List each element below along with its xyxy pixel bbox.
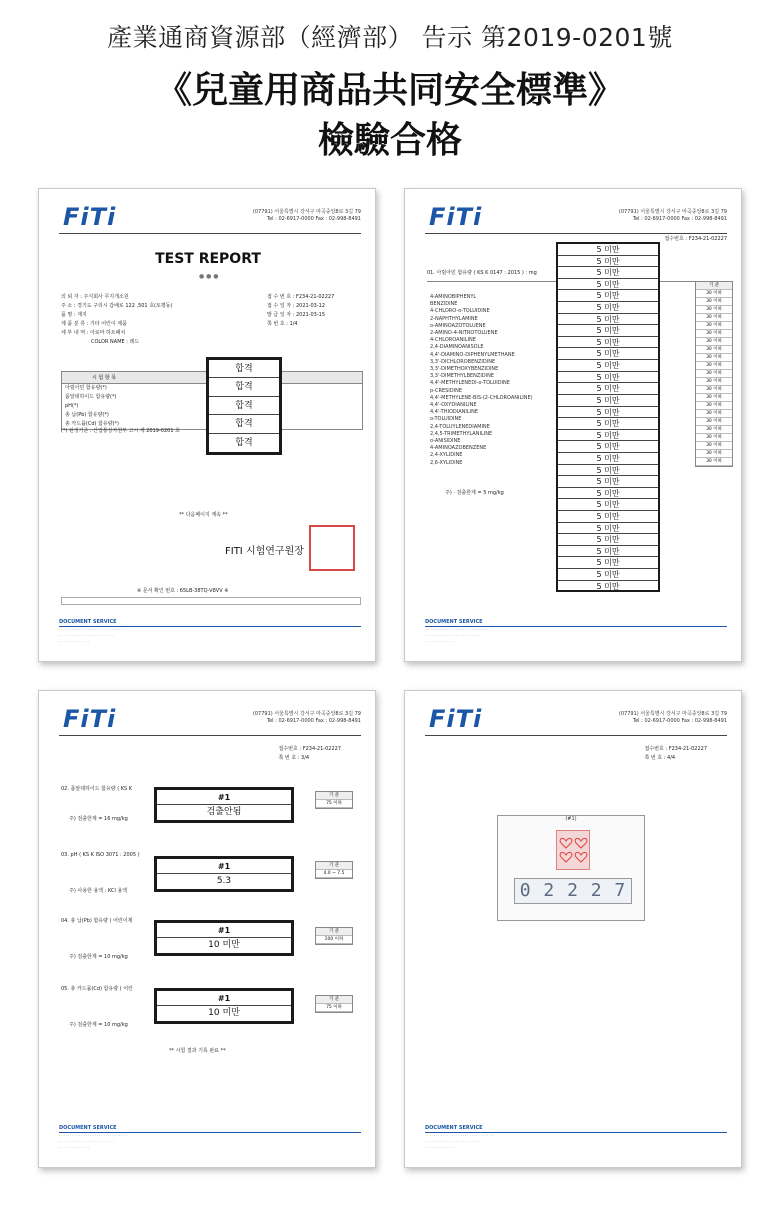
lab-address: (07791) 서울특별시 강서구 마곡중앙8로 3길 79 Tel : 02-6917-0000 Fax : 02-998-8491 <box>252 711 361 724</box>
pass-result: 합격 <box>209 397 279 415</box>
result-value: 5 미만 <box>558 418 658 430</box>
chemical-name: 4-CHLORO-o-TOLUIDINE <box>430 308 490 315</box>
formaldehyde-note: 주) 검출한계 = 16 mg/kg <box>69 816 128 822</box>
fiti-logo: FiTi <box>429 705 483 733</box>
chemical-name: o-AMINOAZOTOLUENE <box>430 322 486 329</box>
chemical-name: 2-NAPHTHYLAMINE <box>430 315 478 322</box>
cadmium-value: 10 미만 <box>208 1008 240 1018</box>
standard-limit: 30 이하 <box>696 450 732 458</box>
standard-limit: 30 이하 <box>696 362 732 370</box>
header-pass-label: 檢驗合格 <box>317 120 462 161</box>
result-value: 5 미만 <box>558 523 658 535</box>
institute-signature: FITI 시험연구원장 <box>225 546 304 557</box>
pass-result: 합격 <box>209 415 279 433</box>
standard-limit: 30 이하 <box>696 330 732 338</box>
chemical-name: 4-AMINOBIPHENYL <box>430 294 477 300</box>
fiti-logo: FiTi <box>63 203 117 231</box>
report-client-block <box>61 293 172 347</box>
basis-note: (*) 판정기준 : 산업통상자원부 고시 제 2019-0201 호 <box>61 428 180 434</box>
result-value: 5 미만 <box>558 569 658 581</box>
chemical-name: 4,4'-THIODIANILINE <box>430 409 479 416</box>
result-value: 5 미만 <box>558 267 658 279</box>
result-value: 5 미만 <box>558 499 658 511</box>
standard-header: 기 준 <box>316 862 352 870</box>
separator <box>59 735 361 736</box>
pass-result: 합격 <box>209 378 279 396</box>
standard-header: 기 준 <box>316 996 352 1004</box>
chemical-name: 2,4-DIAMINOANISOLE <box>430 344 484 351</box>
chemical-name: p-CRESIDINE <box>430 387 462 394</box>
document-service-label: DOCUMENT SERVICE <box>425 619 727 627</box>
standard-limit: 30 이하 <box>696 386 732 394</box>
standard-limit: 30 이하 <box>696 306 732 314</box>
lead-title: 04. 총 납(Pb) 함유량 ( 어린이제 <box>61 918 133 924</box>
standard-limit: 100 이하 <box>316 936 352 944</box>
formaldehyde-result-box <box>154 787 294 823</box>
lead-value: 10 미만 <box>208 940 240 950</box>
standard-limit: 30 이하 <box>696 442 732 450</box>
sample-header: #1 <box>157 991 291 1006</box>
receipt-no: 접 수 번 호 : F234-21-02227 <box>267 294 335 300</box>
standard-limit: 30 이하 <box>696 402 732 410</box>
arylamine-section-title: 01. 아릴아민 함유량 ( KS K 0147 : 2015 ) : mg <box>427 270 537 276</box>
chemical-name: BENZIDINE <box>430 301 458 308</box>
report-page-4 <box>404 690 742 1168</box>
result-value: 5 미만 <box>558 441 658 453</box>
chemical-name: 2,4-XYLIDINE <box>430 452 463 459</box>
chemical-name: 4,4'-METHYLENEDI-o-TOLUIDINE <box>430 380 510 387</box>
report-receipt-block <box>267 293 334 329</box>
result-value: 5 미만 <box>558 256 658 268</box>
standard-header: 기 준 <box>316 928 352 936</box>
chemical-name: 2-AMINO-4-NITROTOLUENE <box>430 330 498 337</box>
sample-label: (#1) <box>565 816 577 822</box>
receipt-block <box>279 745 341 763</box>
item-line: 품 명 : 재지 <box>61 312 87 318</box>
formaldehyde-value: 검출안됨 <box>206 807 242 817</box>
issue-date: 발 급 일 자 : 2021-03-15 <box>267 312 326 318</box>
result-value: 5 미만 <box>558 511 658 523</box>
result-value: 5 미만 <box>558 325 658 337</box>
standard-limit: 30 이하 <box>696 322 732 330</box>
result-value: 5 미만 <box>558 383 658 395</box>
end-note: ** 시험 결과 기록 완료 ** <box>169 1048 226 1054</box>
lab-address: (07791) 서울특별시 강서구 마곡중앙8로 3길 79 Tel : 02-6917-0000 Fax : 02-998-8491 <box>618 711 727 724</box>
result-value: 5 미만 <box>558 314 658 326</box>
result-value: 5 미만 <box>558 465 658 477</box>
receipt-no: 접수번호 : F234-21-02227 <box>278 746 341 752</box>
page-number: 쪽 번 호 : 3/4 <box>278 755 310 761</box>
chemical-name: 4,4'-OXYDIANILINE <box>430 402 477 409</box>
detail-line: 세 부 내 역 : 아로마 하트패치 <box>61 330 126 336</box>
chemical-name: 2,4-TOLUYLENEDIAMINE <box>430 423 490 430</box>
separator <box>425 735 727 736</box>
standard-header: 기 준 <box>696 282 732 290</box>
lead-note: 주) 검출한계 = 10 mg/kg <box>69 954 128 960</box>
standard-limit: 30 이하 <box>696 426 732 434</box>
standard-limit: 30 이하 <box>696 410 732 418</box>
receipt-date: 접 수 일 자 : 2021-03-12 <box>267 303 326 309</box>
chemical-name: 2,6-XYLIDINE <box>430 459 463 466</box>
standard-limit: 30 이하 <box>696 298 732 306</box>
test-item: 아릴아민 함유량(*) <box>65 385 107 391</box>
receipt-no: 접수번호 : F234-21-02227 <box>664 236 727 242</box>
standard-limit: 30 이하 <box>696 314 732 322</box>
pass-result: 합격 <box>209 360 279 378</box>
footer-fine-print: · · · · · · · · · · · · · · · · · · · · · · · · · · · · · · · · · · · · · · · · · · · · · · · · · · · · · · · · · · · · · · · · · · · · · · <box>425 628 493 644</box>
result-value: 5 미만 <box>558 430 658 442</box>
standard-limit: 30 이하 <box>696 434 732 442</box>
document-service-label: DOCUMENT SERVICE <box>425 1125 727 1133</box>
result-value: 5 미만 <box>558 279 658 291</box>
standard-limit: 30 이하 <box>696 378 732 386</box>
fiti-logo: FiTi <box>63 705 117 733</box>
lead-standard <box>315 927 353 945</box>
chemical-name: o-TOLUIDINE <box>430 416 462 423</box>
pass-result: 합격 <box>235 437 253 448</box>
model-line: 제 품 분 류 : 기타 어린이 제품 <box>61 321 127 327</box>
ph-value: 5.3 <box>216 876 232 886</box>
separator <box>425 233 727 234</box>
client-line: 의 뢰 자 : 주식회사 무지개소원 <box>61 294 129 300</box>
continued-note: ** 다음페이지 계속 ** <box>179 512 228 518</box>
pass-results-box <box>206 357 282 455</box>
result-value: 5 미만 <box>558 348 658 360</box>
sample-code: 0 2 2 2 7 <box>514 878 632 904</box>
sample-header: #1 <box>157 790 291 805</box>
header-notice: 產業通商資源部（經濟部） 告示 第2019-0201號 <box>107 23 673 52</box>
receipt-no: 접수번호 : F234-21-02227 <box>644 746 707 752</box>
standard-limit: 75 이하 <box>316 1004 352 1012</box>
ph-result-box <box>154 856 294 892</box>
detection-limit-note: 주) · 검출한계 = 5 mg/kg <box>445 490 504 496</box>
result-value: 5 미만 <box>558 360 658 372</box>
chemical-name: 4-AMINOAZOBENZENE <box>430 445 487 452</box>
result-value: 5 미만 <box>558 453 658 465</box>
result-value: 5 미만 <box>558 244 658 256</box>
sample-header: #1 <box>157 859 291 874</box>
separator <box>59 233 361 234</box>
footer-fine-print: · · · · · · · · · · · · · · · · · · · · · · · · · · · · · · · · · · · · · · · · · · · · · · · · · · · · · · · · · · · · · · · · · · · · · · <box>59 1134 127 1150</box>
result-value: 5 미만 <box>558 302 658 314</box>
lab-address: (07791) 서울특별시 강서구 마곡중앙8로 3길 79 Tel : 02-6917-0000 Fax : 02-998-8491 <box>618 209 727 222</box>
standard-limit: 30 이하 <box>696 458 732 466</box>
header-standard-title: 《兒童用商品共同安全標準》 <box>155 70 624 111</box>
ph-note: 주) 사용한 용액 : KCl 용액 <box>69 888 128 894</box>
chemical-name: 3,3'-DIMETHOXYBENZIDINE <box>430 366 499 373</box>
cadmium-title: 05. 총 카드뮴(Cd) 함유량 ( 어린 <box>61 986 133 992</box>
standard-header: 기 준 <box>316 792 352 800</box>
chemical-name: 4-CHLOROANILINE <box>430 337 476 344</box>
document-service-label: DOCUMENT SERVICE <box>59 619 361 627</box>
receipt-block <box>645 745 707 763</box>
chemical-name: 4,4'-DIAMINO-DIPHENYLMETHANE <box>430 351 515 358</box>
sample-header: #1 <box>157 923 291 938</box>
formaldehyde-standard <box>315 791 353 809</box>
sample-photo-frame <box>497 815 645 921</box>
standard-limit: 30 이하 <box>696 346 732 354</box>
document-service-label: DOCUMENT SERVICE <box>59 1125 361 1133</box>
result-value: 5 미만 <box>558 534 658 546</box>
lead-result-box <box>154 920 294 956</box>
standard-limit: 75 이하 <box>316 800 352 808</box>
cadmium-standard <box>315 995 353 1013</box>
result-value: 5 미만 <box>558 290 658 302</box>
test-item: 총 납(Pb) 함유량(*) <box>65 412 109 418</box>
standard-limit: 30 이하 <box>696 338 732 346</box>
test-table-header: 시 험 항 목 <box>62 372 362 384</box>
color-line: COLOR NAME : 레드 <box>91 339 140 345</box>
standard-column <box>695 281 733 467</box>
result-value: 5 미만 <box>558 476 658 488</box>
standard-limit: 30 이하 <box>696 290 732 298</box>
footer-fine-print: · · · · · · · · · · · · · · · · · · · · · · · · · · · · · · · · · · · · · · · · · · · · · · · · · · · · · · · · · · · · · · · · · · · · · · <box>425 1134 493 1150</box>
heart-icon <box>557 831 591 871</box>
title-dots: ● ● ● <box>199 273 219 280</box>
sample-heart-patches <box>556 830 590 870</box>
formaldehyde-title: 02. 폼알데하이드 함유량 ( KS K <box>61 786 133 792</box>
chemical-name: 3,3'-DIMETHYLBENZIDINE <box>430 373 495 380</box>
ph-standard <box>315 861 353 879</box>
footer-fine-print: · · · · · · · · · · · · · · · · · · · · · · · · · · · · · · · · · · · · · · · · · · · · · · · · · · · · · · · · · · · · · · · · · · · · · · <box>59 628 127 644</box>
cadmium-note: 주) 검출한계 = 10 mg/kg <box>69 1022 128 1028</box>
red-seal-stamp <box>309 525 355 571</box>
result-value: 5 미만 <box>558 337 658 349</box>
standard-limit: 30 이하 <box>696 418 732 426</box>
verification-bar <box>61 597 361 605</box>
test-item: 폼알데하이드 함유량(*) <box>65 394 117 400</box>
chemical-name: 4,4'-METHYLENE-BIS-(2-CHLOROANILINE) <box>430 394 533 401</box>
page-footer <box>59 619 361 645</box>
fiti-logo: FiTi <box>429 203 483 231</box>
chemical-name: 3,3'-DICHLOROBENZIDINE <box>430 358 496 365</box>
standard-limit: 4.0 ~ 7.5 <box>316 870 352 878</box>
cadmium-result-box <box>154 988 294 1024</box>
test-item: pH(*) <box>65 403 79 409</box>
chemical-name: 2,4,5-TRIMETHYLANILINE <box>430 430 493 437</box>
chemical-name: o-ANISIDINE <box>430 438 461 445</box>
result-value: 5 미만 <box>558 546 658 558</box>
result-value: 5 미만 <box>558 407 658 419</box>
page-footer <box>425 1125 727 1151</box>
result-value: 5 미만 <box>558 557 658 569</box>
result-value: 5 미만 <box>558 395 658 407</box>
standard-limit: 30 이하 <box>696 354 732 362</box>
lab-address: (07791) 서울특별시 강서구 마곡중앙8로 3길 79 Tel : 02-6917-0000 Fax : 02-998-8491 <box>252 209 361 222</box>
address-line: 주 소 : 경기도 구리시 갑배로 122 ,501 호(토평동) <box>61 303 173 309</box>
document-check-number: ※ 문서 확인 번호 : 65LB-38TQ-V8VV ※ <box>137 588 229 594</box>
result-value: 5 미만 <box>558 372 658 384</box>
ph-title: 03. pH ( KS K ISO 3071 : 2005 ) <box>61 852 140 858</box>
standard-limit: 30 이하 <box>696 370 732 378</box>
page-footer <box>59 1125 361 1151</box>
page-number: 쪽 번 호 : 4/4 <box>644 755 676 761</box>
arylamine-results-box <box>556 242 660 592</box>
report-title: TEST REPORT <box>155 251 261 267</box>
page-footer <box>425 619 727 645</box>
page-number: 쪽 번 호 : 1/4 <box>267 321 298 327</box>
test-item: 총 카드뮴(Cd) 함유량(*) <box>65 421 119 427</box>
result-value: 5 미만 <box>558 488 658 500</box>
result-value: 5 미만 <box>596 581 620 591</box>
standard-limit: 30 이하 <box>696 394 732 402</box>
